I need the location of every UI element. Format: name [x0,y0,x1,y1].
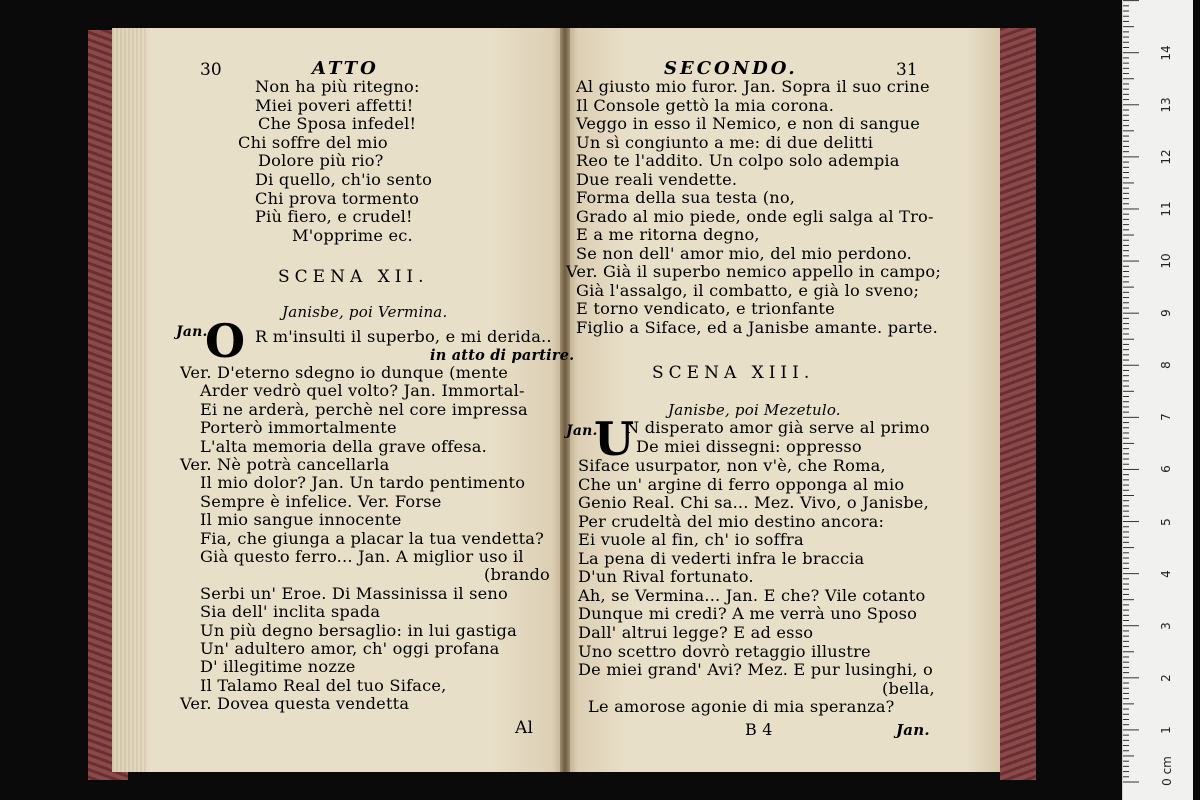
scene-title-xiii: SCENA XIII. [652,363,815,383]
text-line: Se non dell' amor mio, del mio perdono. [576,243,912,263]
text-line: Arder vedrò quel volto? Jan. Immortal- [200,381,525,401]
text-line: De miei grand' Avi? Mez. E pur lusinghi, o [578,660,933,680]
page-number-right: 31 [896,60,918,80]
text-line: (bella, [882,678,935,698]
ruler-number: 7 [1159,413,1173,422]
text-line: Più fiero, e crudel! [255,207,413,227]
text-line: Forma della sua testa (no, [576,188,796,207]
ruler-number: 3 [1159,621,1173,630]
text-line: Veggo in esso il Nemico, e non di sangue [576,114,921,133]
text-line: Reo te l'addito. Un colpo solo adempia [576,151,900,170]
ruler-number: 11 [1159,201,1173,217]
text-line: Ah, se Vermina... Jan. E che? Vile cotanto [578,585,926,605]
text-line: Siface usurpator, non v'è, che Roma, [578,456,886,475]
text-line: Chi soffre del mio [238,132,388,152]
catchword-right: Jan. [896,721,930,739]
text-line: D' illegitime nozze [200,657,356,677]
initial-U: U [594,412,635,466]
characters-xiii: Janisbe, poi Mezetulo. [668,401,841,419]
catchword-left: Al [515,718,534,738]
text-line: Già l'assalgo, il combatto, e già lo sveno; [576,280,920,300]
text-line: E a me ritorna degno, [576,225,760,244]
running-head-right: SECONDO. [664,58,798,79]
text-line: Sia dell' inclita spada [200,602,381,622]
stage-direction-xii: in atto di partire. [430,347,575,364]
text-line: Chi prova tormento [255,188,420,208]
text-line: Il mio dolor? Jan. Un tardo pentimento [200,473,526,493]
text-line: D'un Rival fortunato. [578,567,754,587]
ruler-number: 2 [1159,674,1173,682]
characters-xii: Janisbe, poi Vermina. [282,303,448,321]
text-line: Il Console gettò la mia corona. [576,95,835,115]
text-line: Che un' argine di ferro opponga al mio [578,474,905,494]
ruler-number: 12 [1159,149,1173,165]
text-line: Ei ne arderà, perchè nel core impressa [200,399,528,419]
ruler-number: 8 [1159,361,1173,370]
text-line: Sempre è infelice. Ver. Forse [200,491,442,511]
text-line: Il Talamo Real del tuo Siface, [200,675,447,695]
text-line: (brando [484,565,550,585]
ruler-number: 14 [1159,45,1173,61]
text-line: Per crudeltà del mio destino ancora: [578,511,885,531]
ruler-number: 4 [1159,569,1173,578]
text-line: Già questo ferro... Jan. A miglior uso il [200,547,524,566]
text-line: Porterò immortalmente [200,418,397,438]
running-head-left: ATTO [312,58,379,79]
text-line: Ver. Nè potrà cancellarla [180,455,390,474]
ruler-ticks [1123,0,1193,800]
text-line: Figlio a Siface, ed a Janisbe amante. parte. [576,317,938,337]
text-line: Grado al mio piede, onde egli salga al Tro- [576,206,934,226]
text-line: Il mio sangue innocente [200,510,402,530]
page-number-left: 30 [200,60,222,80]
text-line: Di quello, ch'io sento [255,170,433,189]
ruler-number: 9 [1159,309,1173,317]
text-line: L'alta memoria della grave offesa. [200,436,487,456]
ruler-number: 0 cm [1160,756,1174,786]
speaker-jan-xiii: Jan. [566,423,598,439]
text-line: Ver. Già il superbo nemico appello in campo; [566,262,941,281]
text-line: M'opprime ec. [292,225,413,245]
first-line-xii: R m'insulti il superbo, e mi derida.. [255,327,552,346]
text-line: Miei poveri affetti! [255,95,414,115]
text-line: Fia, che giunga a placar la tua vendetta? [200,528,545,548]
text-line: Ver. D'eterno sdegno io dunque (mente [180,363,509,382]
signature-mark: B 4 [745,720,773,739]
ruler-number: 5 [1159,517,1173,526]
speaker-jan-xii: Jan. [176,324,208,340]
ruler-number: 13 [1159,97,1173,113]
ruler-number: 10 [1159,253,1173,269]
text-line: Un' adultero amor, ch' oggi profana [200,639,500,658]
text-line: Ver. Dovea questa vendetta [180,694,410,714]
right-cover-board [1000,28,1036,780]
second-line-xiii: De miei dissegni: oppresso [636,437,862,456]
page-edges [112,28,148,772]
text-line: La pena di vederti infra le braccia [578,548,865,568]
text-line: Le amorose agonie di mia speranza? [588,697,895,717]
text-line: Dunque mi credi? A me verrà uno Sposo [578,604,918,624]
text-line: Ei vuole al fin, ch' io soffra [578,530,804,550]
measurement-ruler [1122,0,1193,800]
text-line: Al giusto mio furor. Jan. Sopra il suo crine [576,77,930,96]
first-line-xiii: N disperato amor già serve al primo [625,418,930,437]
book-gutter [560,28,570,772]
text-line: Che Sposa infedel! [258,114,417,134]
ruler-number: 1 [1159,726,1173,734]
text-line: Due reali vendette. [576,169,738,189]
text-line: Un sì congiunto a me: di due delitti [576,132,874,152]
text-line: Dall' altrui legge? E ad esso [578,622,814,642]
initial-O: O [205,314,246,368]
text-line: Un più degno bersaglio: in lui gastiga [200,620,517,640]
scene-title-xii: SCENA XII. [278,267,429,287]
text-line: Genio Real. Chi sa... Mez. Vivo, o Janisbe, [578,493,929,513]
text-line: Non ha più ritegno: [255,77,420,96]
text-line: Dolore più rio? [258,151,384,171]
text-line: Serbi un' Eroe. Di Massinissa il seno [200,583,508,603]
text-line: Uno scettro dovrò retaggio illustre [578,641,871,661]
ruler-number: 6 [1159,465,1173,474]
text-line: E torno vendicato, e trionfante [576,299,835,318]
